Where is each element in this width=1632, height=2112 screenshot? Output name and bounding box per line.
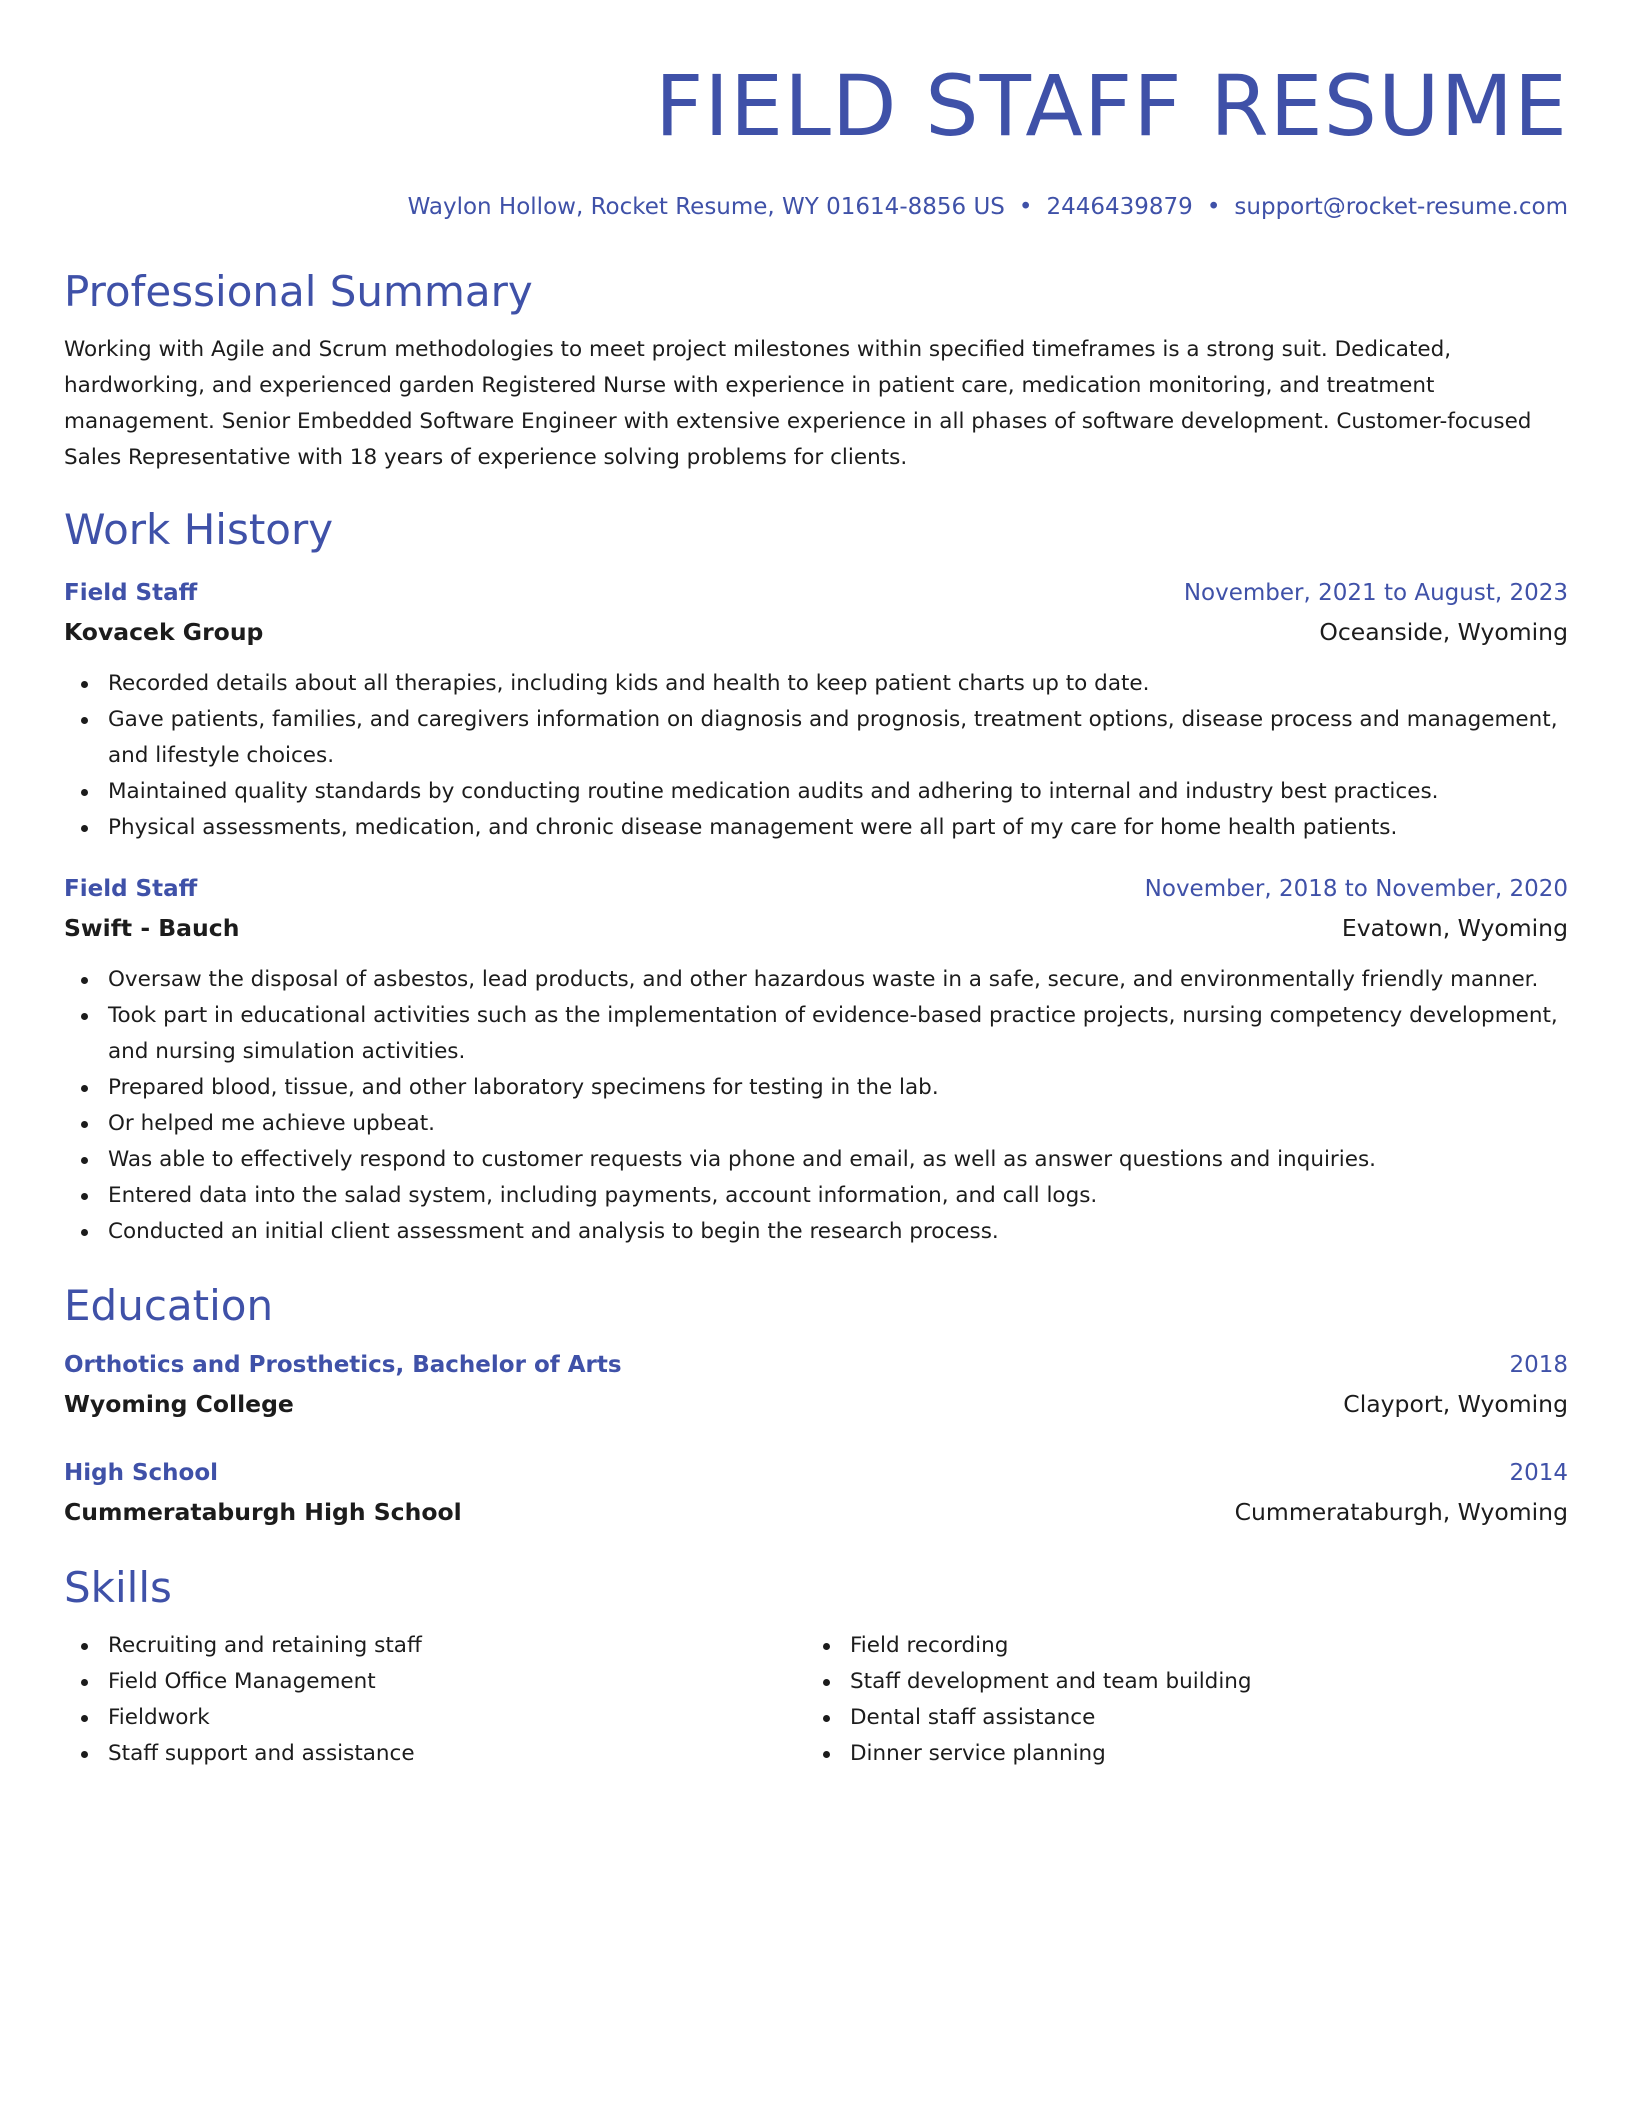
summary-heading: Professional Summary: [64, 267, 533, 316]
separator-dot: •: [1206, 194, 1221, 220]
contact-address: Waylon Hollow, Rocket Resume, WY 01614-8856 US: [407, 194, 1005, 220]
skill-item: Fieldwork: [64, 1700, 806, 1736]
education-entry: [64, 1454, 1568, 1532]
school-location: Clayport, Wyoming: [1343, 1390, 1568, 1418]
skill-item: Staff support and assistance: [64, 1736, 806, 1772]
job-bullets: [64, 962, 1568, 1250]
school-name: Cummerataburgh High School: [64, 1498, 462, 1526]
job-title: Field Staff: [64, 580, 198, 606]
school-location: Cummerataburgh, Wyoming: [1234, 1498, 1568, 1526]
job-bullet: Prepared blood, tissue, and other laboratory specimens for testing in the lab.: [64, 1070, 1568, 1106]
job-bullets: [64, 666, 1568, 846]
job-dates: November, 2018 to November, 2020: [1144, 876, 1568, 902]
degree-name: Orthotics and Prosthetics, Bachelor of Arts: [64, 1352, 622, 1378]
job-bullet: Was able to effectively respond to customer requests via phone and email, as well as answer questions and inquiries.: [64, 1142, 1568, 1178]
graduation-year: 2018: [1509, 1352, 1568, 1378]
contact-email: support@rocket-resume.com: [1234, 194, 1568, 220]
school-name: Wyoming College: [64, 1390, 294, 1418]
job-entry: [64, 574, 1568, 846]
job-entry: [64, 870, 1568, 1250]
job-title: Field Staff: [64, 876, 198, 902]
job-bullet: Maintained quality standards by conducting routine medication audits and adhering to internal and industry best practices.: [64, 774, 1568, 810]
job-location: Oceanside, Wyoming: [1319, 618, 1568, 646]
contact-line: [64, 192, 1568, 222]
skill-item: Staff development and team building: [806, 1664, 1548, 1700]
job-bullet: Or helped me achieve upbeat.: [64, 1106, 1568, 1142]
contact-phone: 2446439879: [1046, 194, 1193, 220]
skill-item: Recruiting and retaining staff: [64, 1628, 806, 1664]
job-bullet: Recorded details about all therapies, including kids and health to keep patient charts up to date.: [64, 666, 1568, 702]
job-location: Evatown, Wyoming: [1341, 914, 1568, 942]
skills-heading: Skills: [64, 1563, 172, 1612]
job-dates: November, 2021 to August, 2023: [1183, 580, 1568, 606]
job-bullet: Took part in educational activities such as the implementation of evidence-based practice projects, nursing competency development, and nursing simulation activities.: [64, 998, 1568, 1070]
resume-title: FIELD STAFF RESUME: [654, 57, 1568, 155]
company-name: Swift - Bauch: [64, 914, 240, 942]
graduation-year: 2014: [1509, 1460, 1568, 1486]
job-bullet: Oversaw the disposal of asbestos, lead products, and other hazardous waste in a safe, secure, and environmentally friendly manner.: [64, 962, 1568, 998]
skill-item: Field Office Management: [64, 1664, 806, 1700]
company-name: Kovacek Group: [64, 618, 264, 646]
skills-list: [64, 1628, 1568, 1772]
job-bullet: Gave patients, families, and caregivers information on diagnosis and prognosis, treatment options, disease process and management, and lifestyle choices.: [64, 702, 1568, 774]
summary-text: Working with Agile and Scrum methodologies to meet project milestones within specified timeframes is a strong suit. Dedicated, hardworking, and experienced garden Registered Nurse with experience in patient care, medication monitoring, and treatment management. Senior Embedded Software Engineer with extensive experience in all phases of software development. Customer-focused Sales Representative with 18 years of experience solving problems for clients.: [64, 337, 1532, 470]
job-bullet: Physical assessments, medication, and chronic disease management were all part of my care for home health patients.: [64, 810, 1568, 846]
skill-item: Field recording: [806, 1628, 1548, 1664]
education-heading: Education: [64, 1281, 274, 1330]
job-bullet: Entered data into the salad system, including payments, account information, and call logs.: [64, 1178, 1568, 1214]
skills-column-left: [64, 1628, 806, 1772]
skill-item: Dental staff assistance: [806, 1700, 1548, 1736]
work-history-heading: Work History: [64, 505, 334, 554]
skills-column-right: [806, 1628, 1548, 1772]
skill-item: Dinner service planning: [806, 1736, 1548, 1772]
education-entry: [64, 1346, 1568, 1424]
degree-name: High School: [64, 1460, 219, 1486]
job-bullet: Conducted an initial client assessment and analysis to begin the research process.: [64, 1214, 1568, 1250]
separator-dot: •: [1018, 194, 1033, 220]
